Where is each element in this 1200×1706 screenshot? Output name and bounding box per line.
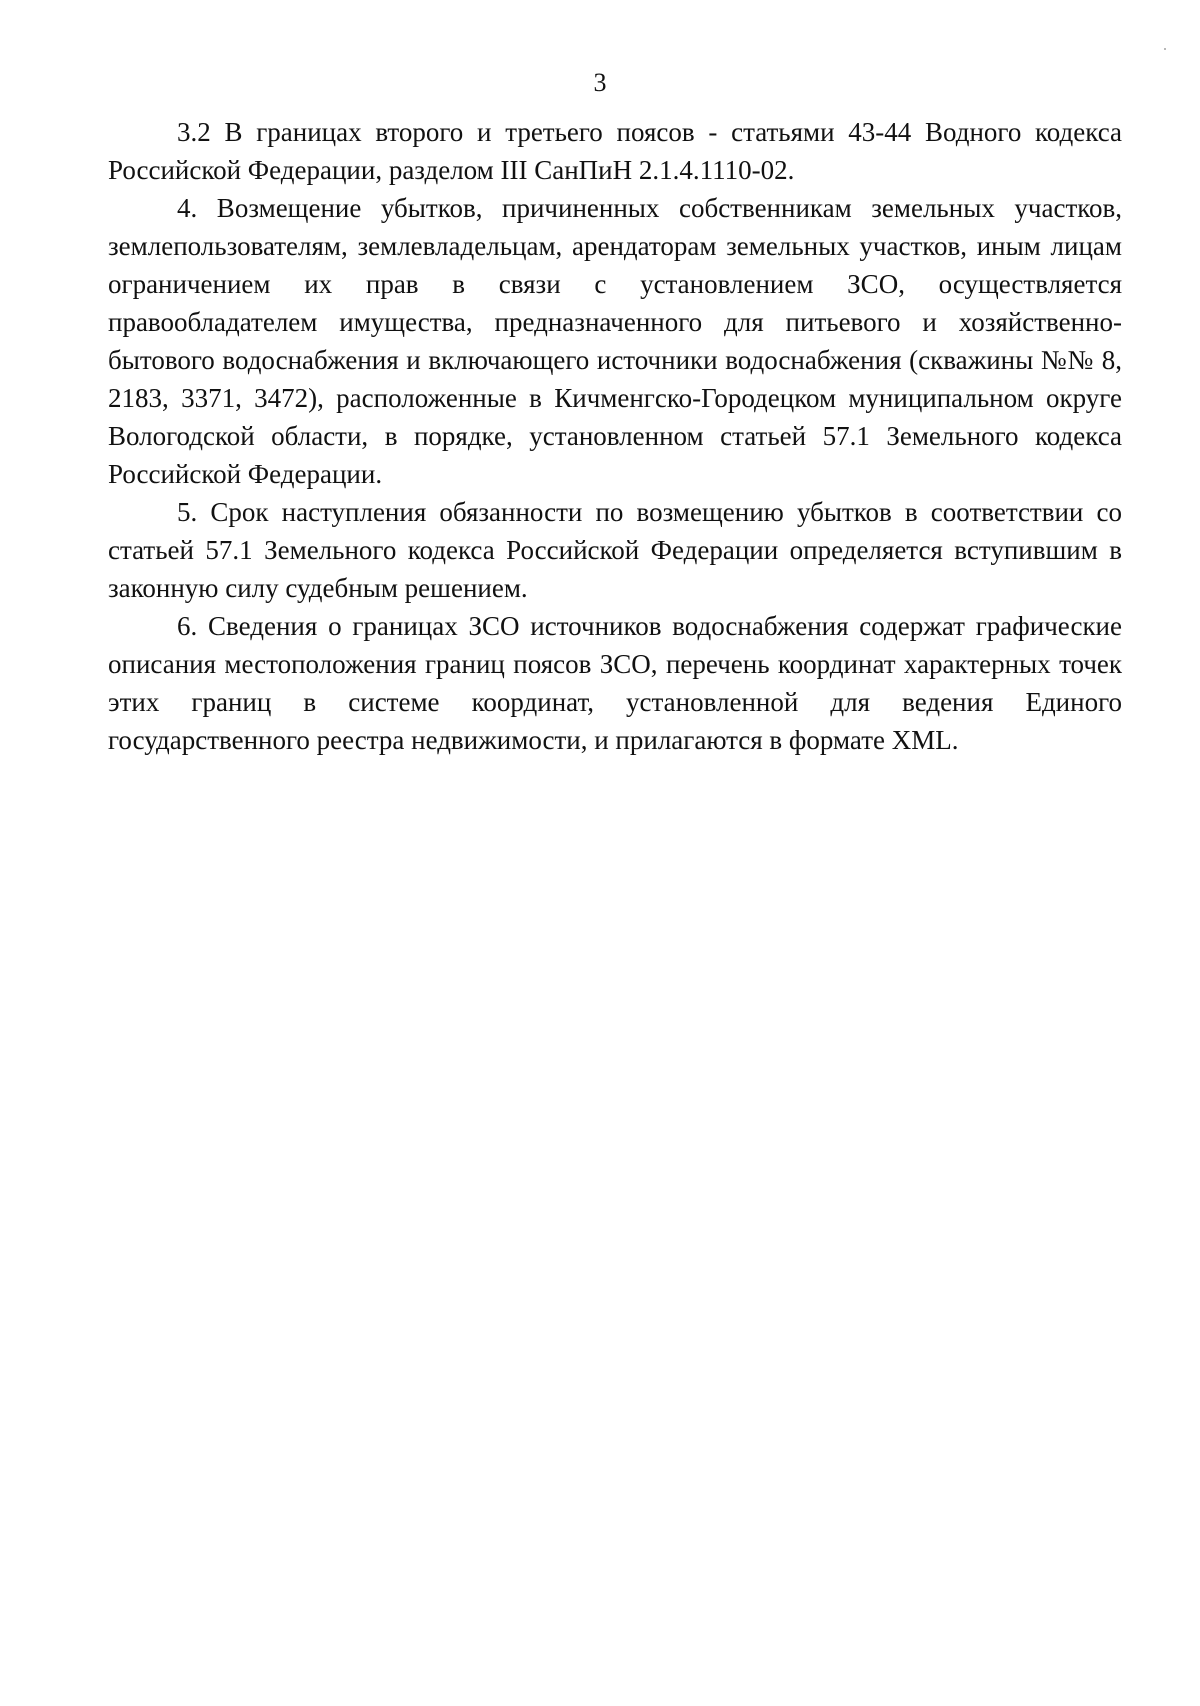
paragraph-4: 4. Возмещение убытков, причиненных собственникам земельных участков, землепользователям, землевладельцам, арендаторам земельных участков, иным лицам ограничением их прав в связи с установлением ЗСО, осуществляется правообладателем имущества, предназначенного для питьевого и хозяйственно-бытового водоснабжения и включающего источники водоснабжения (скважины №№ 8, 2183, 3371, 3472), расположенные в Кичменгско-Городецком муниципальном округе Вологодской области, в порядке, установленном статьей 57.1 Земельного кодекса Российской Федерации. — [108, 193, 1122, 489]
page-number: 3 — [593, 68, 607, 97]
scan-dot — [1164, 48, 1166, 50]
document-body — [108, 113, 1122, 759]
paragraph-5: 5. Срок наступления обязанности по возмещению убытков в соответствии со статьей 57.1 Земельного кодекса Российской Федерации определяется вступившим в законную силу судебным решением. — [108, 497, 1122, 603]
paragraph-3-2: 3.2 В границах второго и третьего поясов - статьями 43-44 Водного кодекса Российской Федерации, разделом III СанПиН 2.1.4.1110-02. — [108, 117, 1122, 185]
paragraph-6: 6. Сведения о границах ЗСО источников водоснабжения содержат графические описания местоположения границ поясов ЗСО, перечень координат характерных точек этих границ в системе координат, установленной для ведения Единого государственного реестра недвижимости, и прилагаются в формате XML. — [108, 611, 1122, 755]
